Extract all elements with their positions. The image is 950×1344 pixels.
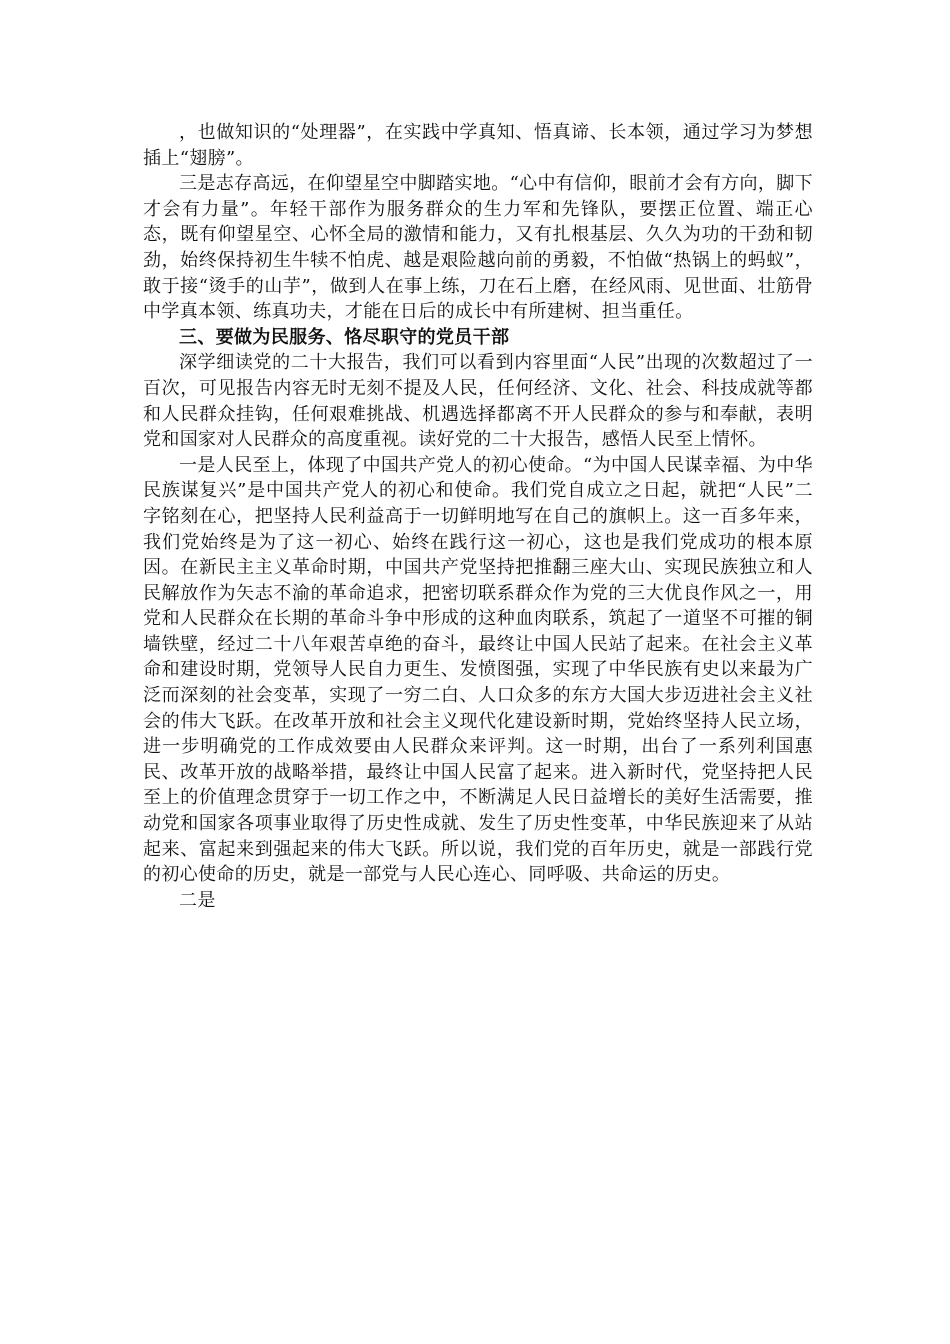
paragraph-people-first: 一是人民至上，体现了中国共产党人的初心使命。“为中国人民谋幸福、为中华民族谋复兴”是中国共产党人的初心和使命。我们党自成立之日起，就把“人民”二字铭刻在心，把坚持人民利益高于一切鲜明地写在自己的旗帜上。这一百多年来，我们党始终是为了这一初心、始终在践行这一初心，这也是我们党成功的根本原因。在新民主主义革命时期，中国共产党坚持把推翻三座大山、实现民族独立和人民解放作为矢志不渝的革命追求，把密切联系群众作为党的三大优良作风之一，用党和人民群众在长期的革命斗争中形成的这种血肉联系，筑起了一道坚不可摧的铜墙铁壁，经过二十八年艰苦卓绝的奋斗，最终让中国人民站了起来。在社会主义革命和建设时期，党领导人民自力更生、发愤图强，实现了中华民族有史以来最为广泛而深刻的社会变革，实现了一穷二白、人口众多的东方大国大步迈进社会主义社会的伟大飞跃。在改革开放和社会主义现代化建设新时期，党始终坚持人民立场，进一步明确党的工作成效要由人民群众来评判。这一时期，出台了一系列利国惠民、改革开放的战略举措，最终让中国人民富了起来。进入新时代，党坚持把人民至上的价值理念贯穿于一切工作之中，不断满足人民日益增长的美好生活需要，推动党和国家各项事业取得了历史性成就、发生了历史性变革，中华民族迎来了从站起来、富起来到强起来的伟大飞跃。所以说，我们党的百年历史，就是一部践行党的初心使命的历史，就是一部党与人民心连心、同呼吸、共命运的历史。 — [143, 454, 813, 886]
paragraph-ambition: 三是志存高远，在仰望星空中脚踏实地。“心中有信仰，眼前才会有方向，脚下才会有力量”。年轻干部作为服务群众的生力军和先锋队，要摆正位置、端正心态，既有仰望星空、心怀全局的激情和能力，又有扎根基层、久久为功的干劲和韧劲，始终保持初生牛犊不怕虎、越是艰险越向前的勇毅，不怕做“热锅上的蚂蚁”，敢于接“烫手的山芋”，做到人在事上练，刀在石上磨，在经风雨、见世面、壮筋骨中学真本领、练真功夫，才能在日后的成长中有所建树、担当重任。 — [143, 173, 813, 323]
paragraph-second-point-start: 二是 — [179, 889, 216, 911]
paragraph-learning-continuation: ，也做知识的“处理器”，在实践中学真知、悟真谛、长本领，通过学习为梦想插上“翅膀”。 — [143, 122, 813, 169]
section-heading-3: 三、要做为民服务、恪尽职守的党员干部 — [179, 326, 510, 348]
document-body — [143, 120, 813, 913]
paragraph-twentieth-congress-report: 深学细读党的二十大报告，我们可以看到内容里面“人民”出现的次数超过了一百次，可见报告内容无时无刻不提及人民，任何经济、文化、社会、科技成就等都和人民群众挂钩，任何艰难挑战、机遇选择都离不开人民群众的参与和奉献，表明党和国家对人民群众的高度重视。读好党的二十大报告，感悟人民至上情怀。 — [143, 352, 813, 451]
